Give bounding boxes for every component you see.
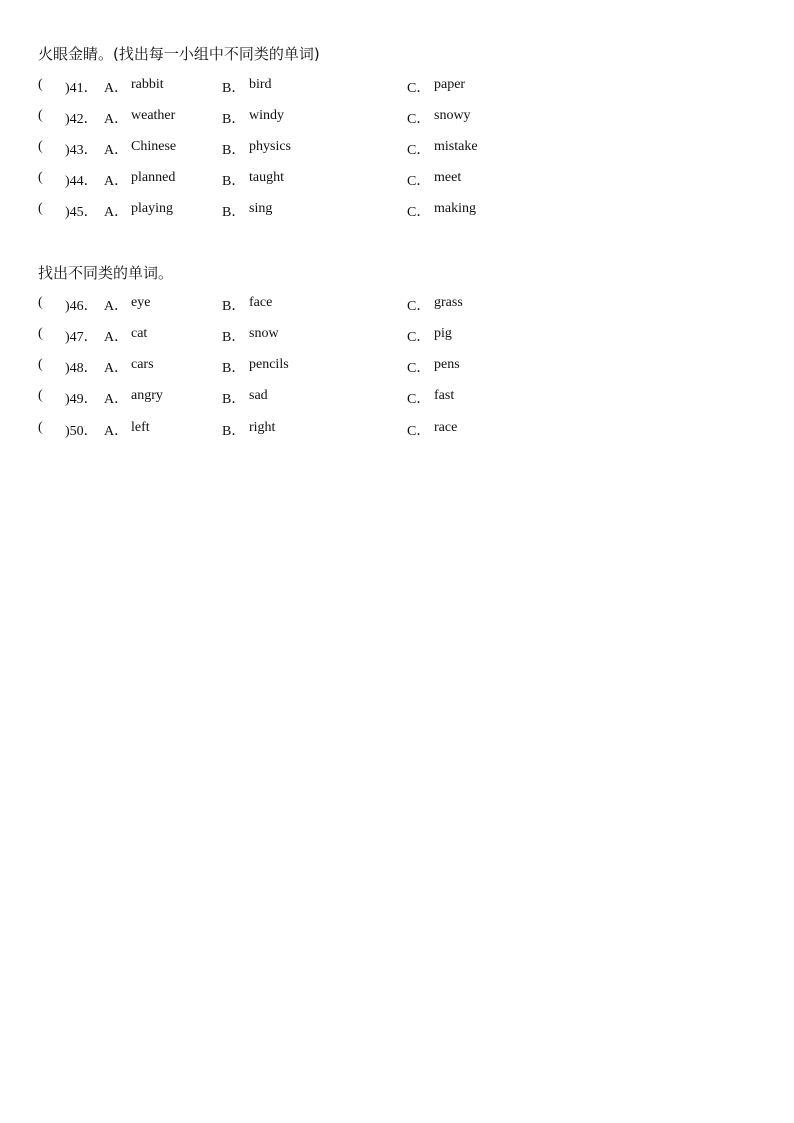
section-title-1: 火眼金睛。(找出每一小组中不同类的单词) (38, 45, 320, 63)
option-b-label: B． (222, 361, 246, 376)
option-a-label: A． (104, 112, 129, 127)
option-c-label: C． (407, 81, 431, 96)
option-a-text: left (131, 420, 150, 435)
option-a-text: cars (131, 357, 154, 372)
option-c-text: fast (434, 388, 455, 403)
option-c-text: snowy (434, 108, 471, 123)
option-b-text: snow (249, 326, 279, 341)
option-b-text: taught (249, 170, 284, 185)
option-b-text: sad (249, 388, 268, 403)
option-c-text: pens (434, 357, 460, 372)
question-number: )47． (65, 330, 98, 345)
option-b-label: B． (222, 392, 246, 407)
option-c-text: mistake (434, 139, 478, 154)
option-a-text: rabbit (131, 77, 164, 92)
answer-blank[interactable]: ( (38, 326, 43, 341)
option-b-label: B． (222, 424, 246, 439)
answer-blank[interactable]: ( (38, 139, 43, 154)
question-number: )44． (65, 174, 98, 189)
option-c-text: grass (434, 295, 463, 310)
answer-blank[interactable]: ( (38, 420, 43, 435)
option-a-label: A． (104, 174, 129, 189)
option-c-label: C． (407, 174, 431, 189)
option-c-label: C． (407, 392, 431, 407)
option-b-label: B． (222, 81, 246, 96)
option-a-text: cat (131, 326, 148, 341)
option-c-text: race (434, 420, 458, 435)
answer-blank[interactable]: ( (38, 77, 43, 92)
option-c-label: C． (407, 361, 431, 376)
answer-blank[interactable]: ( (38, 108, 43, 123)
option-b-text: right (249, 420, 276, 435)
answer-blank[interactable]: ( (38, 388, 43, 403)
answer-blank[interactable]: ( (38, 357, 43, 372)
option-b-text: face (249, 295, 273, 310)
option-b-label: B． (222, 143, 246, 158)
option-b-label: B． (222, 112, 246, 127)
option-b-text: sing (249, 201, 273, 216)
option-b-text: physics (249, 139, 291, 154)
option-a-label: A． (104, 81, 129, 96)
question-number: )43． (65, 143, 98, 158)
option-c-text: pig (434, 326, 452, 341)
question-number: )45． (65, 205, 98, 220)
option-b-label: B． (222, 299, 246, 314)
option-c-text: meet (434, 170, 462, 185)
option-a-label: A． (104, 143, 129, 158)
option-a-label: A． (104, 299, 129, 314)
option-b-text: pencils (249, 357, 289, 372)
option-b-text: windy (249, 108, 284, 123)
option-a-label: A． (104, 361, 129, 376)
option-b-text: bird (249, 77, 272, 92)
option-b-label: B． (222, 205, 246, 220)
option-a-label: A． (104, 392, 129, 407)
question-number: )48． (65, 361, 98, 376)
option-c-label: C． (407, 299, 431, 314)
option-a-text: eye (131, 295, 151, 310)
answer-blank[interactable]: ( (38, 295, 43, 310)
section-title-2: 找出不同类的单词。 (38, 264, 174, 282)
option-c-label: C． (407, 112, 431, 127)
question-number: )49． (65, 392, 98, 407)
option-c-label: C． (407, 424, 431, 439)
option-a-label: A． (104, 424, 129, 439)
answer-blank[interactable]: ( (38, 170, 43, 185)
option-c-label: C． (407, 330, 431, 345)
option-b-label: B． (222, 174, 246, 189)
question-number: )42． (65, 112, 98, 127)
option-c-label: C． (407, 205, 431, 220)
option-a-text: planned (131, 170, 176, 185)
option-a-label: A． (104, 330, 129, 345)
question-number: )46． (65, 299, 98, 314)
option-a-text: angry (131, 388, 163, 403)
question-number: )41． (65, 81, 98, 96)
option-a-label: A． (104, 205, 129, 220)
answer-blank[interactable]: ( (38, 201, 43, 216)
option-a-text: weather (131, 108, 176, 123)
option-a-text: playing (131, 201, 173, 216)
option-a-text: Chinese (131, 139, 177, 154)
option-c-text: paper (434, 77, 466, 92)
option-c-text: making (434, 201, 476, 216)
option-b-label: B． (222, 330, 246, 345)
option-c-label: C． (407, 143, 431, 158)
question-number: )50． (65, 424, 98, 439)
